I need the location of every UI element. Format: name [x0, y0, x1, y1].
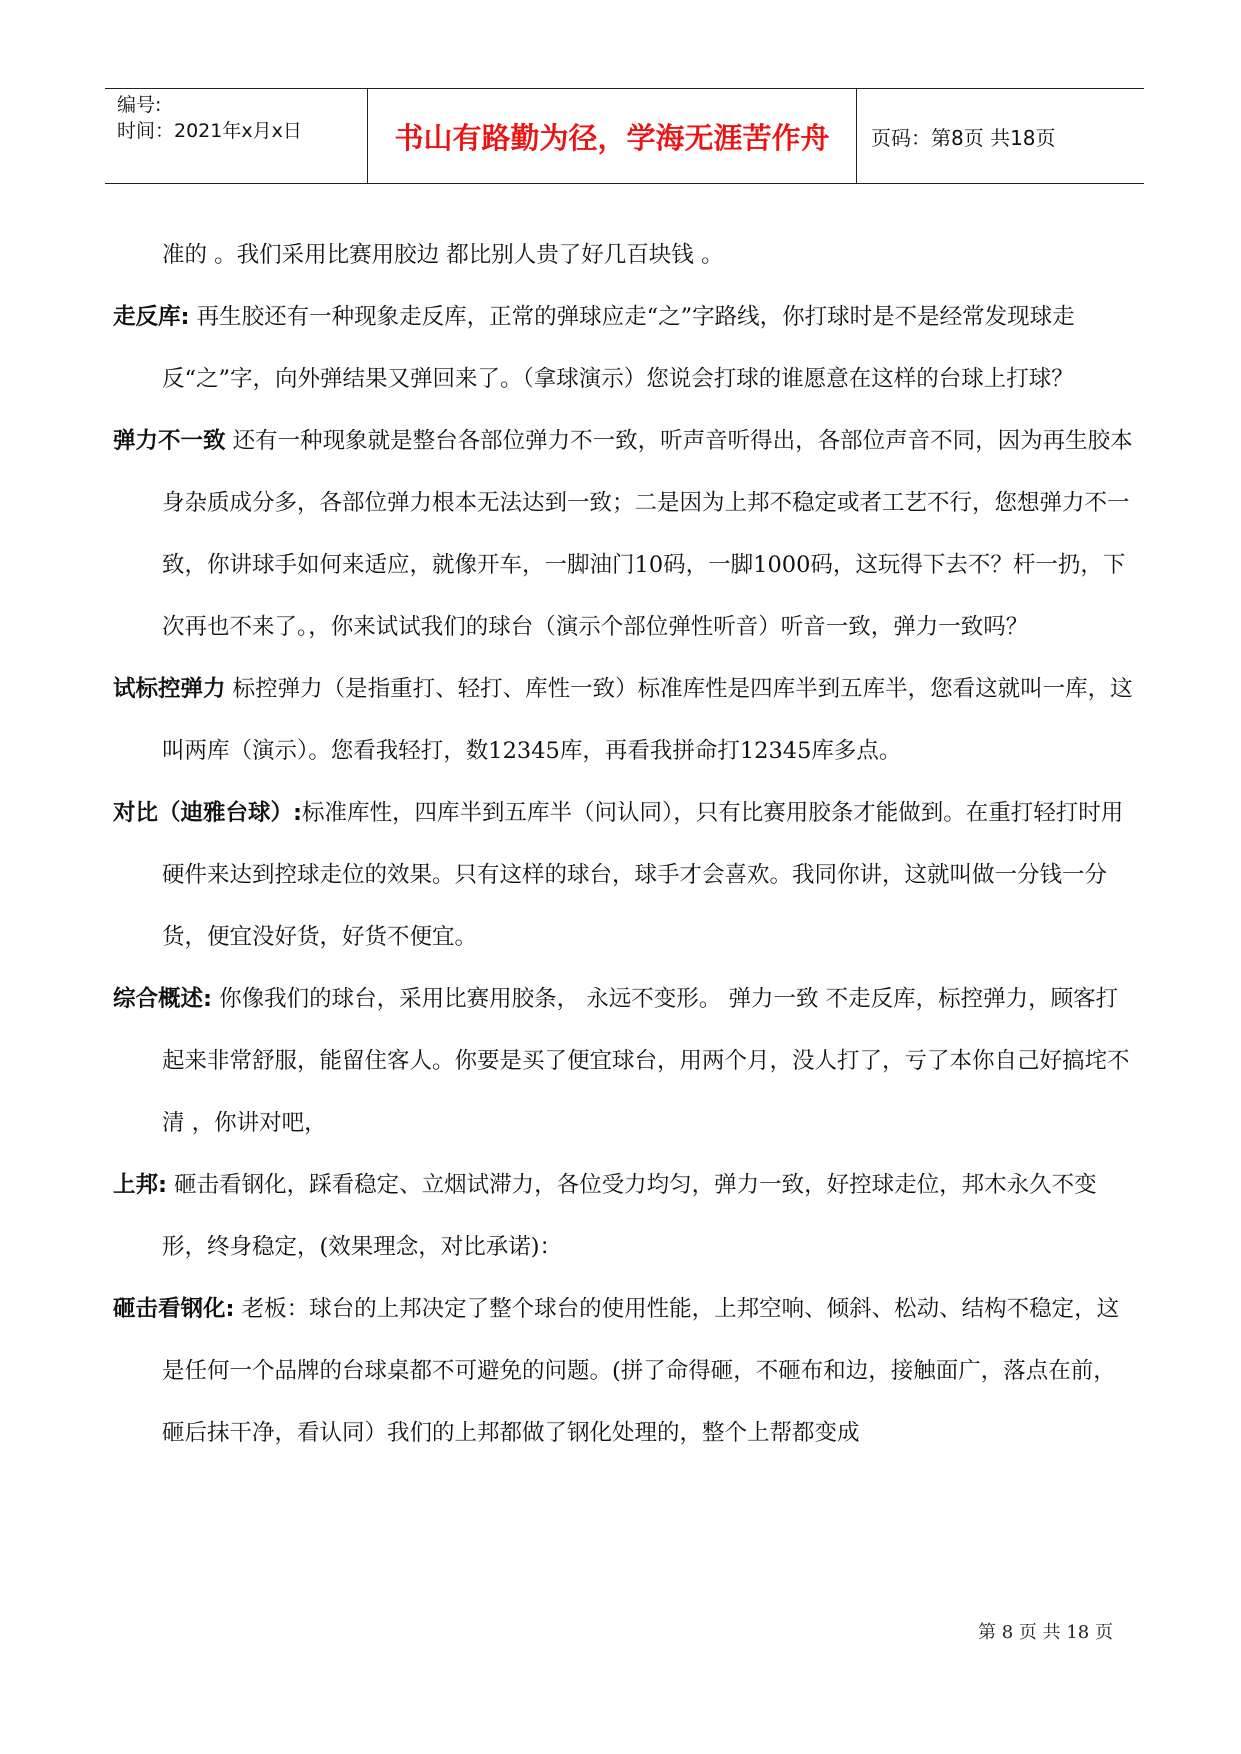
header-motto: 书山有路勤为径，学海无涯苦作舟: [394, 120, 830, 155]
paragraph-term: 弹力不一致: [113, 428, 226, 454]
paragraph-term: 砸击看钢化:: [113, 1296, 235, 1322]
paragraph-text: 准的 。我们采用比赛用胶边 都比别人贵了好几百块钱 。: [162, 242, 724, 268]
header-time-label: 时间：2021年x月x日: [117, 120, 302, 142]
paragraph-text: 还有一种现象就是整台各部位弹力不一致，听声音听得出，各部位声音不同，因为再生胶本身杂质成分多，各部位弹力根本无法达到一致；二是因为上邦不稳定或者工艺不行，您想弹力不一致，你讲球手如何来适应，就像开车，一脚油门10码，一脚1000码，这玩得下去不？杆一扔，下次再也不来了。，你来试试我们的球台（演示个部位弹性听音）听音一致，弹力一致吗？: [162, 428, 1133, 640]
paragraph-text: 标控弹力（是指重打、轻打、库性一致）标准库性是四库半到五库半，您看这就叫一库，这叫两库（演示）。您看我轻打，数12345库，再看我拼命打12345库多点。: [162, 676, 1133, 764]
paragraph: [113, 224, 1133, 286]
paragraph-term: 综合概述:: [113, 986, 212, 1012]
paragraph-text: 你像我们的球台，采用比赛用胶条， 永远不变形。 弹力一致 不走反库，标控弹力，顾客打起来非常舒服，能留住客人。你要是买了便宜球台，用两个月，没人打了，亏了本你自己好搞垞不清 ，你讲对吧，: [162, 986, 1130, 1136]
header-page-info: 页码：第8页 共18页: [871, 125, 1056, 150]
header-number-label: 编号:: [117, 94, 162, 116]
paragraph-text: 标准库性，四库半到五库半（问认同），只有比赛用胶条才能做到。在重打轻打时用硬件来达到控球走位的效果。只有这样的球台，球手才会喜欢。我同你讲，这就叫做一分钱一分货，便宜没好货，好货不便宜。: [162, 800, 1124, 950]
paragraph: [113, 782, 1133, 968]
page-footer: 第 8 页 共 18 页: [978, 1622, 1113, 1643]
paragraph-term: 试标控弹力: [113, 676, 226, 702]
document-body: [113, 224, 1133, 1464]
paragraph-term: 走反库:: [113, 304, 190, 330]
paragraph-term: 上邦:: [113, 1172, 167, 1198]
paragraph-text: 再生胶还有一种现象走反库，正常的弹球应走“之”字路线，你打球时是不是经常发现球走反“之”字，向外弹结果又弹回来了。（拿球演示）您说会打球的谁愿意在这样的台球上打球？: [162, 304, 1075, 392]
paragraph-term: 对比（迪雅台球）:: [113, 800, 302, 826]
paragraph: [113, 658, 1133, 782]
header-divider-right: [856, 88, 857, 184]
paragraph-text: 老板：球台的上邦决定了整个球台的使用性能，上邦空响、倾斜、松动、结构不稳定，这是任何一个品牌的台球桌都不可避免的问题。(拼了命得砸，不砸布和边，接触面广，落点在前，砸后抹干净，看认同）我们的上邦都做了钢化处理的，整个上帮都变成: [162, 1296, 1120, 1446]
paragraph-text: 砸击看钢化，踩看稳定、立烟试滞力，各位受力均匀，弹力一致，好控球走位，邦木永久不变形，终身稳定，(效果理念，对比承诺)：: [162, 1172, 1097, 1260]
paragraph: [113, 1154, 1133, 1278]
paragraph: [113, 968, 1133, 1154]
header-motto-cell: [368, 88, 856, 184]
paragraph: [113, 1278, 1133, 1464]
paragraph: [113, 286, 1133, 410]
header-left-cell: [117, 92, 302, 144]
paragraph: [113, 410, 1133, 658]
page-header: [105, 88, 1144, 184]
